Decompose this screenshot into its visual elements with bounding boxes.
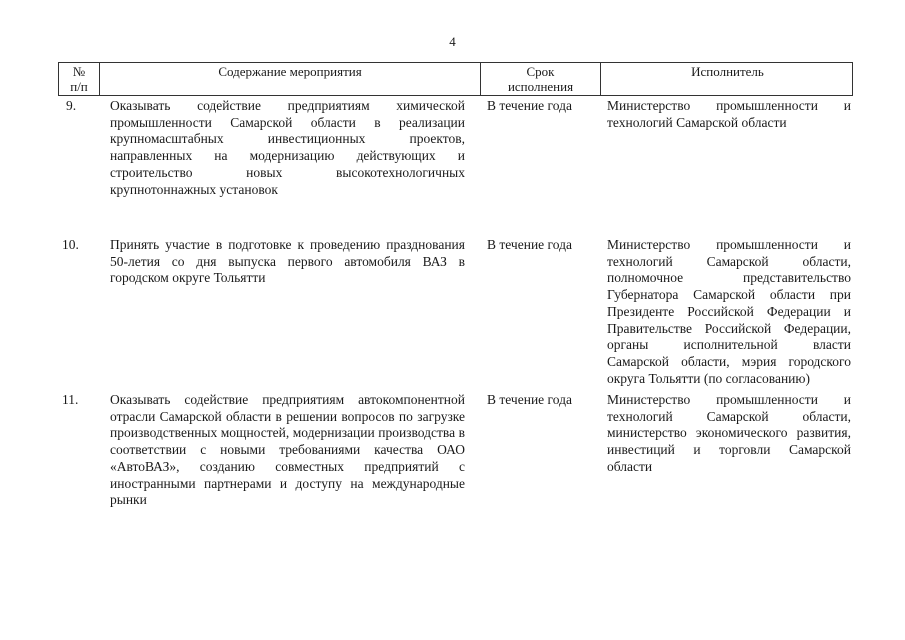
row-executor: Министерство промышленности и технологий Самарской области, министерство экономического развития, инвестиций и торговли Самарской области (607, 392, 851, 474)
table-row (58, 392, 853, 509)
header-content: Содержание мероприятия (99, 63, 480, 95)
header-term: Срок исполнения (480, 63, 600, 95)
row-executor: Министерство промышленности и технологий Самарской области, полномочное представительство Губернатора Самарской области при Президенте Российской Федерации и Правительстве Российской Федерации, органы исполнительной власти Самарской области, мэрия городского округа Тольятти (по согласованию) (607, 237, 851, 386)
measures-table (58, 62, 853, 508)
table-header (58, 62, 853, 96)
row-term: В течение года (487, 392, 572, 407)
table-row (58, 237, 853, 387)
row-executor: Министерство промышленности и технологий Самарской области (607, 98, 851, 130)
row-content: Принять участие в подготовке к проведению празднования 50-летия со дня выпуска первого автомобиля ВАЗ в городском округе Тольятти (110, 237, 465, 286)
row-number: 11. (62, 392, 79, 407)
row-term: В течение года (487, 98, 572, 113)
row-term: В течение года (487, 237, 572, 252)
page-number: 4 (449, 34, 456, 49)
header-num: № п/п (70, 64, 88, 94)
row-number: 10. (62, 237, 79, 252)
header-executor: Исполнитель (600, 63, 854, 95)
row-number: 9. (66, 98, 77, 113)
row-content: Оказывать содействие предприятиям химической промышленности Самарской области в реализации крупномасштабных инвестиционных проектов, направленных на модернизацию действующих и строительство новых высокотехнологичных крупнотоннажных установок (110, 98, 465, 197)
row-content: Оказывать содействие предприятиям автокомпонентной отрасли Самарской области в решении вопросов по загрузке производственных мощностей, модернизации производства в соответствии с новыми требованиями качества ОАО «АвтоВАЗ», созданию совместных предприятий с иностранными партнерами и доступу на международные рынки (110, 392, 465, 508)
table-row (58, 98, 853, 198)
